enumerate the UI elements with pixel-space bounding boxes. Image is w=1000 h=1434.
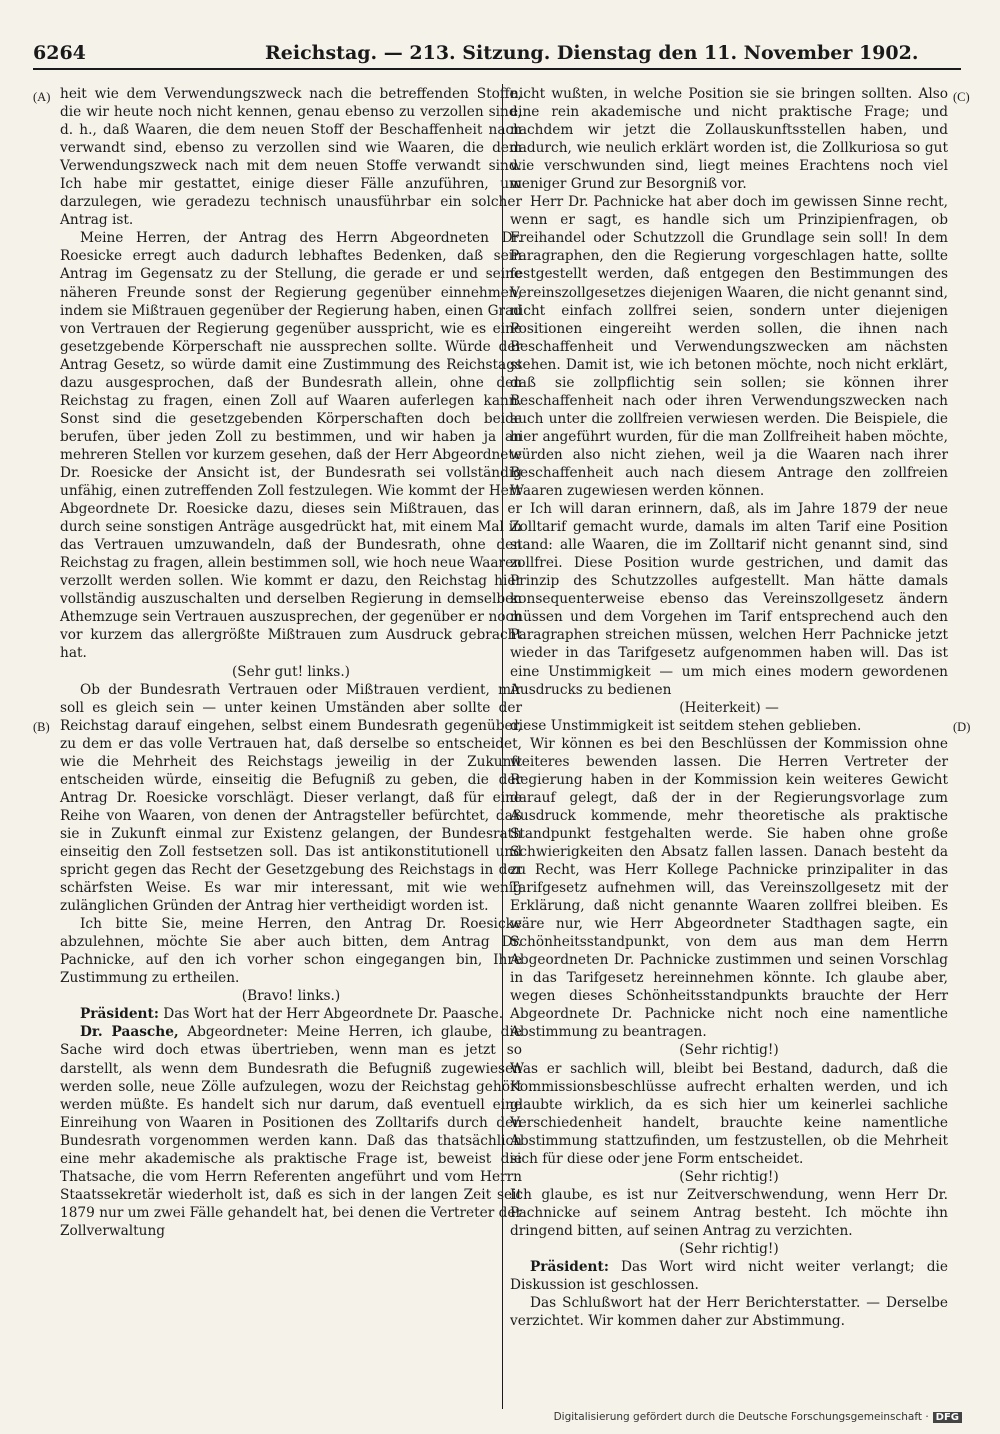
page-title: Reichstag. — 213. Sitzung. Dienstag den 11. November 1902. <box>265 42 919 64</box>
page-number: 6264 <box>33 42 86 64</box>
paragraph: diese Unstimmigkeit ist seitdem stehen geblieben. <box>510 717 862 734</box>
remark: (Sehr richtig!) <box>679 1168 779 1185</box>
footer-credit <box>554 1411 962 1423</box>
paragraph: Ich bitte Sie, meine Herren, den Antrag Dr. Roesicke abzulehnen, möchte Sie aber auch bitten, dem Antrag Dr. Pachnicke, auf den ich vorher schon eingegangen bin, Ihre Zustimmung zu ertheilen. <box>60 916 522 987</box>
speech-text: Das Wort wird nicht weiter verlangt; die Diskussion ist geschlossen. <box>510 1259 948 1294</box>
remark: (Heiterkeit) — <box>679 699 779 716</box>
paragraph: Meine Herren, der Antrag des Herrn Abgeordneten Dr. Roesicke erregt auch dadurch lebhaftes Bedenken, daß sein Antrag im Gegensatz zu der Stellung, die gerade er und seine näheren Freunde sonst der Regierung gegenüber einnehmen, indem sie Mißtrauen gegenüber der Regierung haben, einen Grad von Vertrauen der Regierung gegenüber ausspricht, wie es eine gesetzgebende Körperschaft nie aussprechen sollte. Würde der Antrag Gesetz, so würde damit eine Zustimmung des Reichstags dazu ausgesprochen, daß der Bundesrath allein, ohne den Reichstag zu fragen, einen Zoll auf Waaren auferlegen kann. Sonst sind die gesetzgebenden Körperschaften doch beide berufen, über jeden Zoll zu bestimmen, und wir haben ja an mehreren Stellen vor kurzem gesehen, daß der Herr Abgeordnete Dr. Roesicke der Ansicht ist, der Bundesrath sei vollständig unfähig, einen zutreffenden Zoll festzulegen. Wie kommt der Herr Abgeordnete Dr. Roesicke dazu, dieses sein Mißtrauen, das er durch seine sonstigen Anträge ausgedrückt hat, mit einem Mal in das Vertrauen umzuwandeln, daß der Bundesrath, ohne den Reichstag zu fragen, allein bestimmen soll, wie hoch neue Waaren verzollt werden sollen. Wie kommt er dazu, den Reichstag hier vollständig auszuschalten und derselben Regierung in demselben Athemzuge sein Vertrauen auszusprechen, der gegenüber er noch vor kurzem das allergrößte Mißtrauen zum Ausdruck gebracht hat. <box>60 230 522 662</box>
paragraph: Das Schlußwort hat der Herr Berichterstatter. — Derselbe verzichtet. Wir kommen daher zur Abstimmung. <box>510 1295 948 1330</box>
speaker-name: Dr. Paasche, <box>80 1024 179 1041</box>
speaker-name: Präsident: <box>530 1259 609 1276</box>
speaker-paragraph <box>60 1023 522 1240</box>
margin-marker-c: (C) <box>953 90 970 104</box>
speaker-name: Präsident: <box>80 1006 159 1023</box>
remark: (Sehr richtig!) <box>679 1042 779 1059</box>
paragraph: Ob der Bundesrath Vertrauen oder Mißtrauen verdient, mir soll es gleich sein — unter keinen Umständen aber sollte der Reichstag darauf eingehen, selbst einem Bundesrath gegenüber, zu dem er das volle Vertrauen hat, daß derselbe so entscheidet, wie die Mehrheit des Reichstags jeweilig in der Zukunft entscheiden würde, einseitig die Befugniß zu geben, die der Antrag Dr. Roesicke vorschlägt. Dieser verlangt, daß für eine Reihe von Waaren, von denen der Antragsteller befürchtet, daß sie in Zukunft einmal zur Existenz gelangen, der Bundesrath einseitig den Zoll festsetzen soll. Das ist antikonstitutionell und spricht gegen das Recht der Gesetzgebung des Reichstags in der schärfsten Weise. Es war mir interessant, mit wie wenig zulänglichen Gründen der Antrag hier vertheidigt worden ist. <box>60 681 522 915</box>
paragraph: Herr Dr. Pachnicke hat aber doch im gewissen Sinne recht, wenn er sagt, es handle sich um Prinzipienfragen, ob Freihandel oder Schutzzoll die Grundlage sein soll! In dem Paragraphen, den die Regierung vorgeschlagen hatte, sollte festgestellt werden, daß entgegen den Bestimmungen des Vereinszollgesetzes diejenigen Waaren, die nicht genannt sind, nicht einfach zollfrei seien, sondern unter diejenigen Positionen eingereiht werden sollen, die ihnen nach Beschaffenheit und Verwendungszwecken am nächsten stehen. Damit ist, wie ich betonen möchte, noch nicht erklärt, daß sie zollpflichtig sein sollen; sie können ihrer Beschaffenheit nach oder ihren Verwendungszwecken nach auch unter die zollfreien verwiesen werden. Die Beispiele, die hier angeführt wurden, für die man Zollfreiheit haben möchte, würden also nicht ziehen, weil ja die Waaren nach ihrer Beschaffenheit auch nach diesem Antrage den zollfreien Waaren zugewiesen werden können. <box>510 194 948 500</box>
paragraph: Ich glaube, es ist nur Zeitverschwendung, wenn Herr Dr. Pachnicke auf seinem Antrag besteht. Ich möchte ihn dringend bitten, auf seinen Antrag zu verzichten. <box>510 1186 948 1239</box>
left-column <box>60 85 522 1240</box>
remark: (Sehr gut! links.) <box>231 663 351 680</box>
remark: (Bravo! links.) <box>241 988 341 1005</box>
right-column <box>510 85 948 1330</box>
paragraph: nicht wußten, in welche Position sie sie bringen sollten. Also eine rein akademische und nicht praktische Frage; und nachdem wir jetzt die Zollauskunftsstellen haben, und dadurch, wie neulich erklärt worden ist, die Zollkuriosa so gut wie verschwunden sind, liegt meines Erachtens noch viel weniger Grund zur Besorgniß vor. <box>510 86 948 193</box>
speaker-paragraph <box>60 1005 522 1023</box>
paragraph: Wir können es bei den Beschlüssen der Kommission ohne weiteres bewenden lassen. Die Herren Vertreter der Regierung haben in der Kommission kein weiteres Gewicht darauf gelegt, daß der in der Regierungsvorlage zum Ausdruck kommende, mehr theoretische als praktische Standpunkt festgehalten werde. Sie haben ohne große Schwierigkeiten den Absatz fallen lassen. Danach besteht da zu Recht, was Herr Kollege Pachnicke prinzipaliter in das Tarifgesetz aufnehmen will, das Vereinszollgesetz mit der Erklärung, daß nicht genannte Waaren zollfrei bleiben. Es wäre nur, wie Herr Abgeordneter Stadthagen sagte, ein Schönheitsstandpunkt, von dem aus man dem Herrn Abgeordneten Dr. Pachnicke zustimmen und seinen Vorschlag in das Tarifgesetz hereinnehmen könnte. Ich glaube aber, wegen dieses Schönheitsstandpunkts brauchte der Herr Abgeordnete Dr. Pachnicke nicht noch eine namentliche Abstimmung zu beantragen. <box>510 735 948 1041</box>
credit-text: Digitalisierung gefördert durch die Deutsche Forschungsgemeinschaft · <box>553 1411 929 1423</box>
remark: (Sehr richtig!) <box>679 1241 779 1257</box>
margin-marker-d: (D) <box>953 720 971 734</box>
speech-text: Abgeordneter: Meine Herren, ich glaube, die Sache wird doch etwas übertrieben, wenn man es jetzt so darstellt, als wenn dem Bundesrath die Befugniß zugewiesen werden solle, neue Zölle aufzulegen, wozu der Reichstag gehört werden müßte. Es handelt sich nur darum, daß eventuell eine Einreihung von Waaren in Positionen des Zolltarifs durch den Bundesrath vorgenommen werden kann. Daß das thatsächlich eine mehr akademische als praktische Frage ist, beweist die Thatsache, die vom Herrn Referenten angeführt und vom Herrn Staatssekretär wiederholt ist, daß es sich in der langen Zeit seit 1879 nur um zwei Fälle gehandelt hat, bei denen die Vertreter der Zollverwaltung <box>60 1024 523 1239</box>
paragraph: heit wie dem Verwendungszweck nach die betreffenden Stoffe, die wir heute noch nicht kennen, genau ebenso zu verzollen sind, d. h., daß Waaren, die dem neuen Stoff der Beschaffenheit nach verwandt sind, ebenso zu verzollen sind wie Waaren, die dem Verwendungszweck nach mit dem neuen Stoffe verwandt sind. Ich habe mir gestattet, einige dieser Fälle anzuführen, um darzulegen, wie geradezu technisch unausführbar ein solcher Antrag ist. <box>60 86 522 229</box>
dfg-logo: DFG <box>933 1412 962 1423</box>
margin-marker-b: (B) <box>33 720 50 734</box>
paragraph: Ich will daran erinnern, daß, als im Jahre 1879 der neue Zolltarif gemacht wurde, damals im alten Tarif eine Position stand: alle Waaren, die im Zolltarif nicht genannt sind, sind zollfrei. Diese Position wurde gestrichen, und damit das Prinzip des Schutzzolles aufgestellt. Man hätte damals konsequenterweise ebenso das Vereinszollgesetz ändern müssen und dem Vorgehen im Tarif entsprechend auch den Paragraphen streichen müssen, welchen Herr Pachnicke jetzt wieder in das Tarifgesetz aufgenommen haben will. Das ist eine Unstimmigkeit — um mich eines modern gewordenen Ausdrucks zu bedienen <box>510 501 948 698</box>
speaker-paragraph <box>510 1258 948 1294</box>
speech-text: Das Wort hat der Herr Abgeordnete Dr. Paasche. <box>163 1006 504 1023</box>
paragraph: Was er sachlich will, bleibt bei Bestand, dadurch, daß die Kommissionsbeschlüsse aufrecht erhalten werden, und ich glaubte wirklich, da es sich hier um keinerlei sachliche Verschiedenheit handelt, brauchte keine namentliche Abstimmung stattzufinden, um festzustellen, ob die Mehrheit sich für diese oder jene Form entscheidet. <box>510 1060 948 1167</box>
margin-marker-a: (A) <box>33 90 51 104</box>
page-header <box>33 38 961 70</box>
